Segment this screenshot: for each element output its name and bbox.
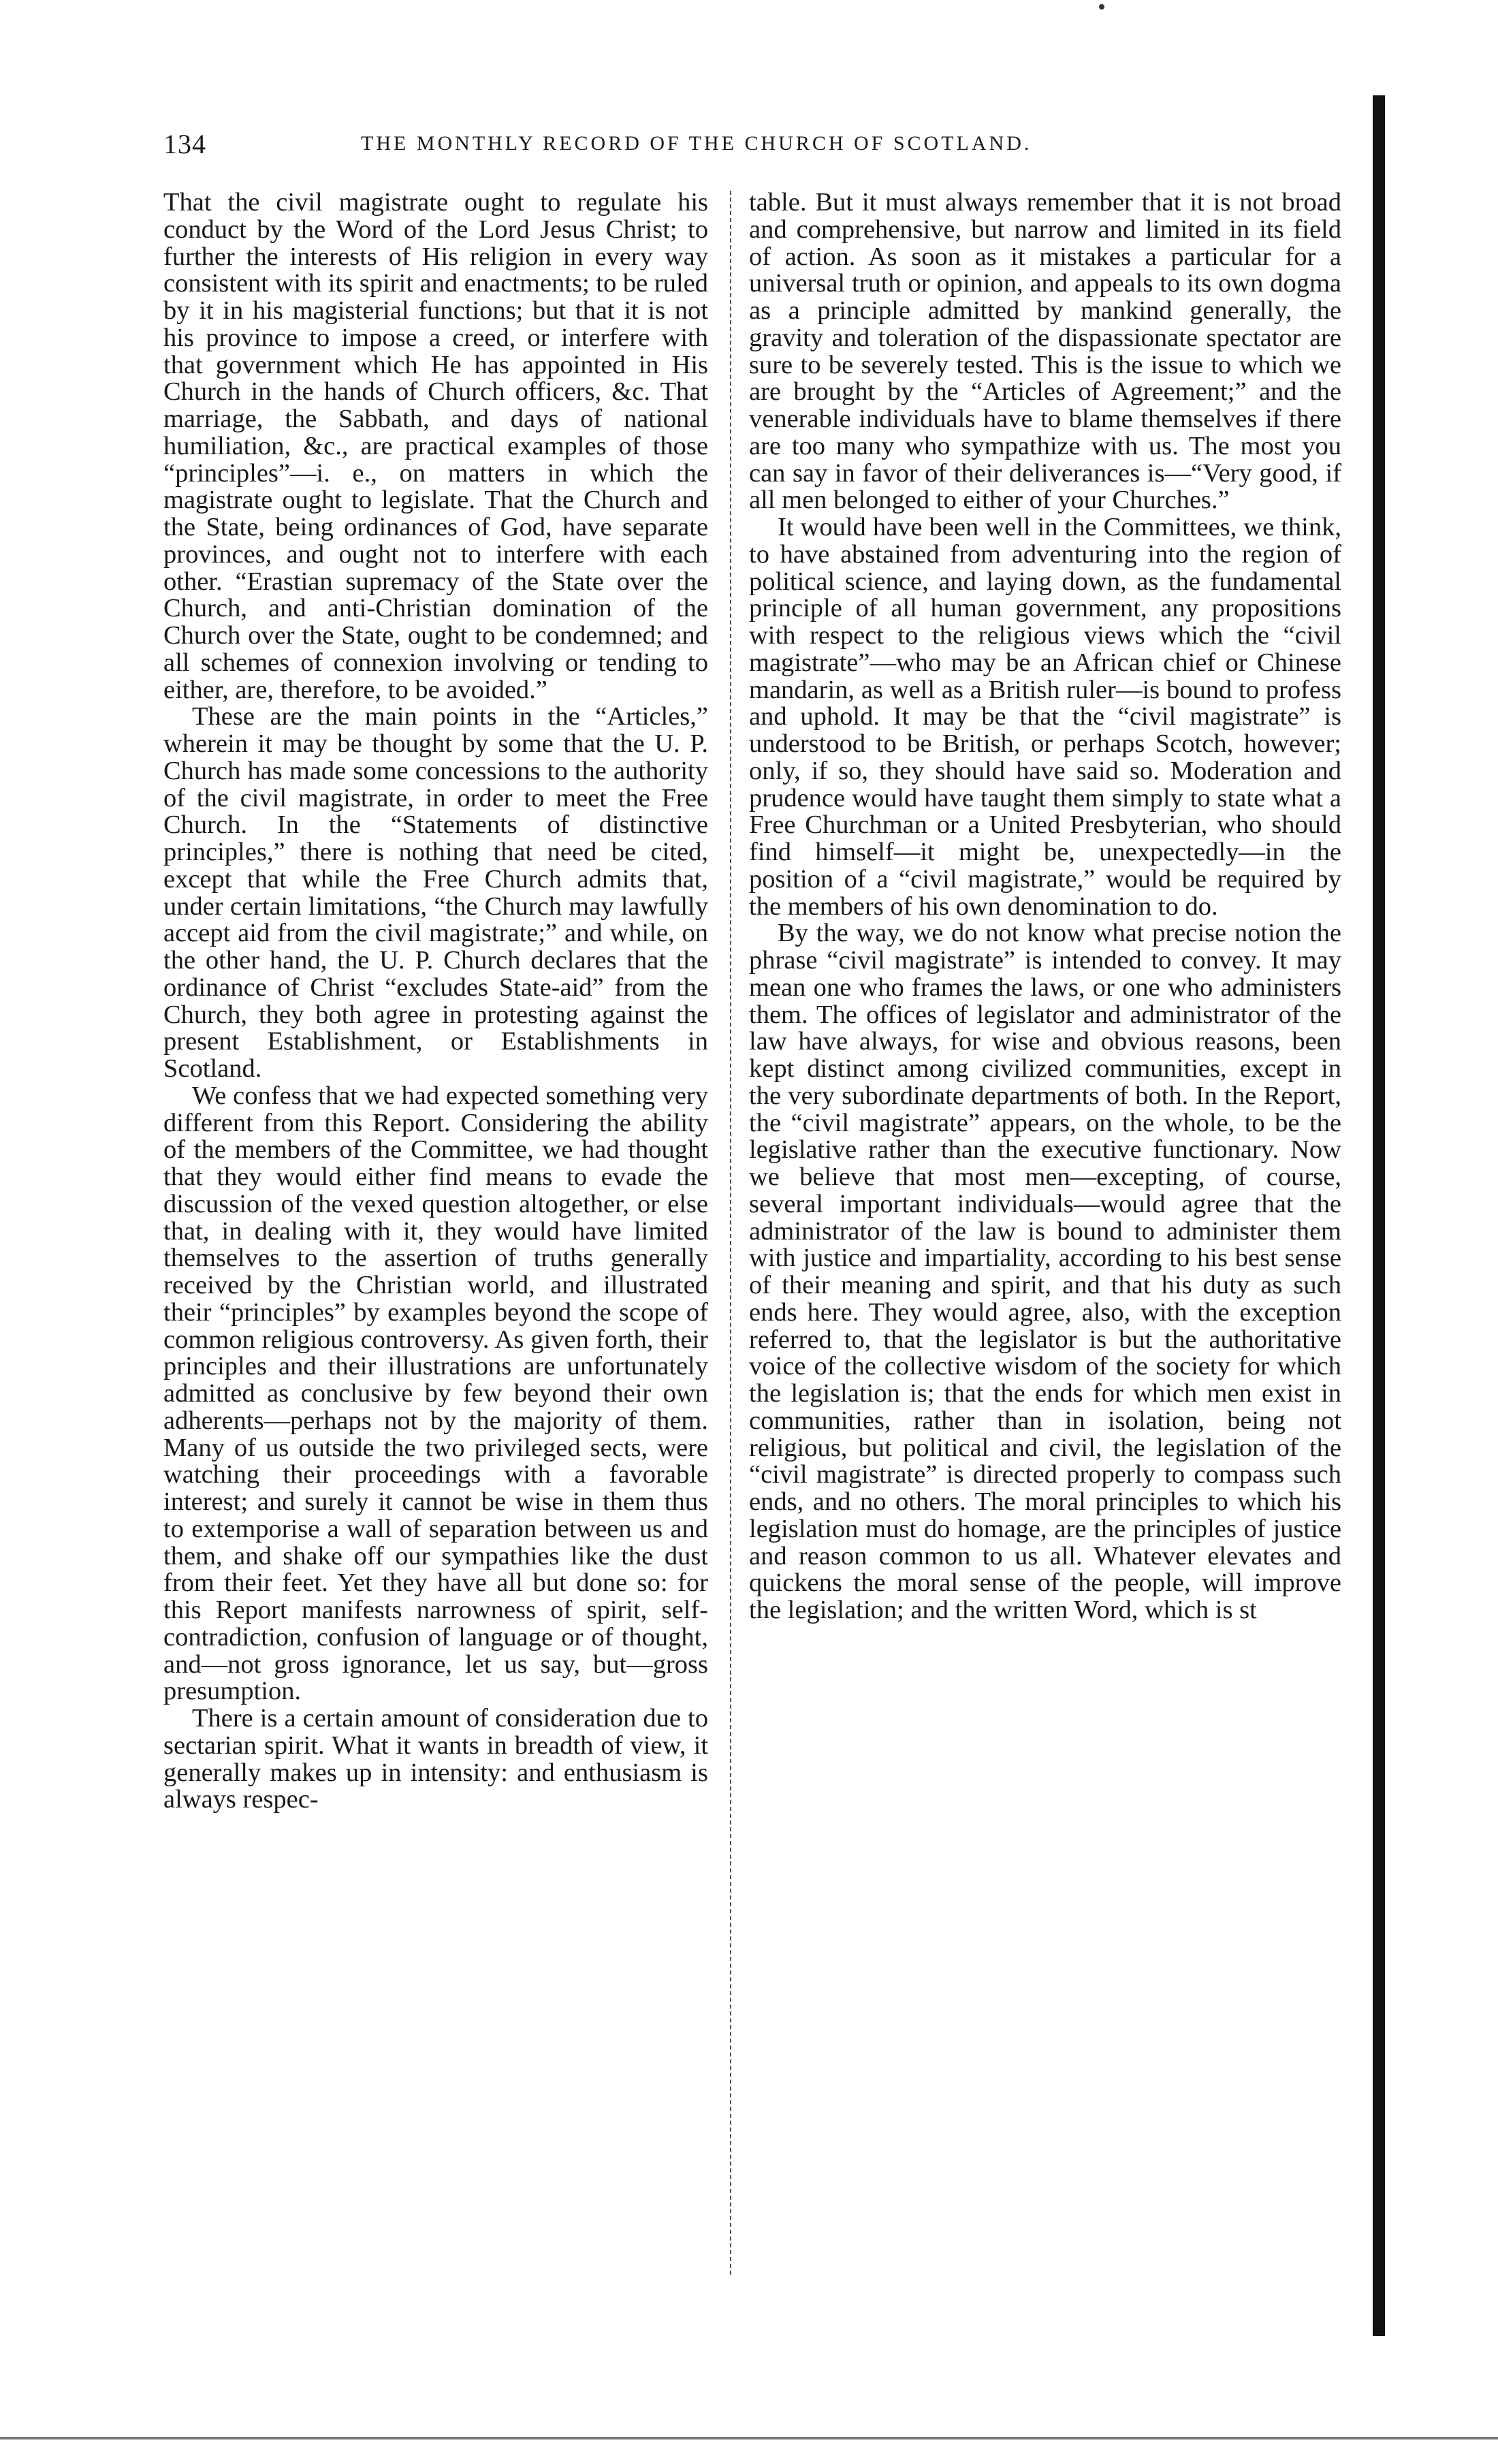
column-divider	[730, 191, 733, 2275]
paragraph: By the way, we do not know what precise notion the phrase “civil magistrate” is intended to convey. It may mean one who frames the laws, or one who administers them. The offices of legislator and administrator of the law have always, for wise and obvious reasons, been kept distinct among civilized communities, except in the very subordinate departments of both. In the Report, the “civil magistrate” appears, on the whole, to be the legislative rather than the executive functionary. Now we believe that most men—excepting, of course, several important individuals—would agree that the administrator of the law is bound to administer them with justice and impartiality, according to his best sense of their meaning and spirit, and that his duty as such ends here. They would agree, also, with the exception referred to, that the legislator is but the authoritative voice of the collective wisdom of the society for which the legislation is; that the ends for which men exist in communities, rather than in isolation, being not religious, but political and civil, the legislation of the “civil magistrate” is directed properly to compass such ends, and no others. The moral principles to which his legislation must do homage, are the principles of justice and reason common to us all. Whatever elevates and quickens the moral sense of the people, will improve the legislation; and the written Word, which is st	[749, 919, 1341, 1624]
paragraph: table. But it must always remember that it is not broad and comprehensive, but narrow and limited in its field of action. As soon as it mistakes a particular for a universal truth or opinion, and appeals to its own dogma as a principle admitted by mankind generally, the gravity and toleration of the dispassionate spectator are sure to be severely tested. This is the issue to which we are brought by the “Articles of Agreement;” and the venerable individuals have to blame themselves if there are too many who sympathize with us. The most you can say in favor of their deliverances is—“Very good, if all men belonged to either of your Churches.”	[749, 189, 1341, 515]
right-column	[749, 189, 1341, 2321]
paragraph: There is a certain amount of consideration due to sectarian spirit. What it wants in breadth of view, it generally makes up in intensity: and enthusiasm is always respec-	[163, 1704, 708, 1814]
page-header	[163, 128, 1362, 162]
running-title: THE MONTHLY RECORD OF THE CHURCH OF SCOTLAND.	[361, 132, 1032, 155]
paragraph: It would have been well in the Committees, we think, to have abstained from adventuring into the region of political science, and laying down, as the fundamental principle of all human government, any propositions with respect to the religious views which the “civil magistrate”—who may be an African chief or Chinese mandarin, as well as a British ruler—is bound to profess and uphold. It may be that the “civil magistrate” is understood to be British, or perhaps Scotch, however; only, if so, they should have said so. Moderation and prudence would have taught them simply to state what a Free Churchman or a United Presbyterian, who should find himself—it might be, unexpectedly—in the position of a “civil magistrate,” would be required by the members of his own denomination to do.	[749, 513, 1341, 921]
paragraph: These are the main points in the “Articles,” wherein it may be thought by some that the U. P. Church has made some concessions to the authority of the civil magistrate, in order to meet the Free Church. In the “Statements of distinctive principles,” there is nothing that need be cited, except that while the Free Church admits that, under certain limitations, “the Church may lawfully accept aid from the civil magistrate;” and while, on the other hand, the U. P. Church declares that the ordinance of Christ “excludes State-aid” from the Church, they both agree in protesting against the present Establishment, or Establishments in Scotland.	[163, 702, 708, 1083]
ink-speck	[1099, 4, 1104, 10]
page-edge-shadow	[1373, 95, 1385, 2336]
page-number: 134	[163, 129, 206, 159]
paragraph: That the civil magistrate ought to regulate his conduct by the Word of the Lord Jesus Christ; to further the interests of His religion in every way consistent with its spirit and enactments; to be ruled by it in his magisterial functions; but that it is not his province to impose a creed, or interfere with that government which He has appointed in His Church in the hands of Church officers, &c. That marriage, the Sabbath, and days of national humiliation, &c., are practical examples of those “principles”—i. e., on matters in which the magistrate ought to legislate. That the Church and the State, being ordinances of God, have separate provinces, and ought not to interfere with each other. “Erastian supremacy of the State over the Church, and anti-Christian domination of the Church over the State, ought to be condemned; and all schemes of connexion involving or tending to either, are, therefore, to be avoided.”	[163, 189, 708, 704]
paragraph: We confess that we had expected something very different from this Report. Considering the ability of the members of the Committee, we had thought that they would either find means to evade the discussion of the vexed question altogether, or else that, in dealing with it, they would have limited themselves to the assertion of truths generally received by the Christian world, and illustrated their “principles” by examples beyond the scope of common religious controversy. As given forth, their principles and their illustrations are unfortunately admitted as conclusive by few beyond their own adherents—perhaps not by the majority of them. Many of us outside the two privileged sects, were watching their proceedings with a favorable interest; and surely it cannot be wise in them thus to extemporise a wall of separation between us and them, and shake off our sympathies like the dust from their feet. Yet they have all but done so: for this Report manifests narrowness of spirit, self-contradiction, confusion of language or of thought, and—not gross ignorance, let us say, but—gross presumption.	[163, 1081, 708, 1706]
left-column	[163, 189, 708, 2321]
scan-bottom-edge	[0, 2437, 1498, 2439]
